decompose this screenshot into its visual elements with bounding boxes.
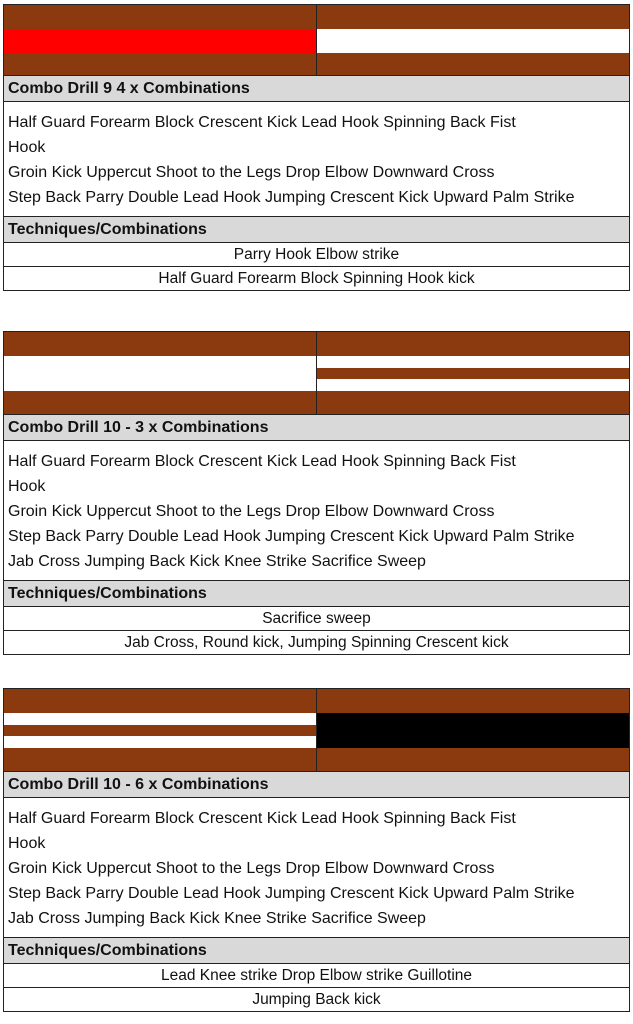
belt-graphic — [3, 4, 630, 76]
combination-line: Jab Cross Jumping Back Kick Knee Strike Sacrifice Sweep — [8, 553, 426, 570]
red-stripe — [4, 29, 316, 53]
drill-block-9 — [3, 4, 630, 291]
drill-title: Combo Drill 9 4 x Combinations — [3, 76, 630, 102]
black-stripe — [317, 713, 629, 748]
belt-graphic — [3, 688, 630, 772]
combination-line: Half Guard Forearm Block Crescent Kick Lead Hook Spinning Back Fist — [8, 810, 516, 827]
belt-right-half — [317, 332, 629, 414]
combination-list — [3, 798, 630, 938]
combination-line: Jab Cross Jumping Back Kick Knee Strike Sacrifice Sweep — [8, 910, 426, 927]
combination-line: Groin Kick Uppercut Shoot to the Legs Drop Elbow Downward Cross — [8, 164, 495, 181]
white-stripe — [4, 356, 316, 391]
drill-title: Combo Drill 10 - 6 x Combinations — [3, 772, 630, 798]
combination-line: Groin Kick Uppercut Shoot to the Legs Drop Elbow Downward Cross — [8, 503, 495, 520]
belt-graphic — [3, 331, 630, 415]
technique-row: Parry Hook Elbow strike — [3, 243, 630, 267]
white-stripe — [317, 379, 629, 391]
combination-line: Step Back Parry Double Lead Hook Jumping Crescent Kick Upward Palm Strike — [8, 528, 575, 545]
combination-line: Step Back Parry Double Lead Hook Jumping Crescent Kick Upward Palm Strike — [8, 885, 575, 902]
combination-line: Hook — [8, 139, 46, 156]
combination-line: Hook — [8, 835, 46, 852]
techniques-header: Techniques/Combinations — [3, 938, 630, 964]
combination-line: Half Guard Forearm Block Crescent Kick Lead Hook Spinning Back Fist — [8, 453, 516, 470]
belt-left-half — [4, 332, 317, 414]
combination-line: Half Guard Forearm Block Crescent Kick Lead Hook Spinning Back Fist — [8, 114, 516, 131]
technique-row: Lead Knee strike Drop Elbow strike Guillotine — [3, 964, 630, 988]
techniques-header: Techniques/Combinations — [3, 217, 630, 243]
belt-right-half — [317, 689, 629, 771]
combination-list — [3, 441, 630, 581]
technique-row: Half Guard Forearm Block Spinning Hook kick — [3, 267, 630, 291]
white-stripe — [317, 356, 629, 368]
drill-block-10-3 — [3, 331, 630, 655]
techniques-header: Techniques/Combinations — [3, 581, 630, 607]
belt-left-half — [4, 5, 317, 75]
white-stripe — [4, 736, 316, 748]
drill-block-10-6 — [3, 688, 630, 1012]
combination-line: Hook — [8, 478, 46, 495]
technique-row: Sacrifice sweep — [3, 607, 630, 631]
combination-line: Step Back Parry Double Lead Hook Jumping Crescent Kick Upward Palm Strike — [8, 189, 575, 206]
belt-left-half — [4, 689, 317, 771]
belt-right-half — [317, 5, 629, 75]
technique-row: Jab Cross, Round kick, Jumping Spinning Crescent kick — [3, 631, 630, 655]
technique-row: Jumping Back kick — [3, 988, 630, 1012]
white-stripe — [317, 29, 629, 53]
combination-line: Groin Kick Uppercut Shoot to the Legs Drop Elbow Downward Cross — [8, 860, 495, 877]
combination-list — [3, 102, 630, 217]
drill-title: Combo Drill 10 - 3 x Combinations — [3, 415, 630, 441]
white-stripe — [4, 713, 316, 725]
